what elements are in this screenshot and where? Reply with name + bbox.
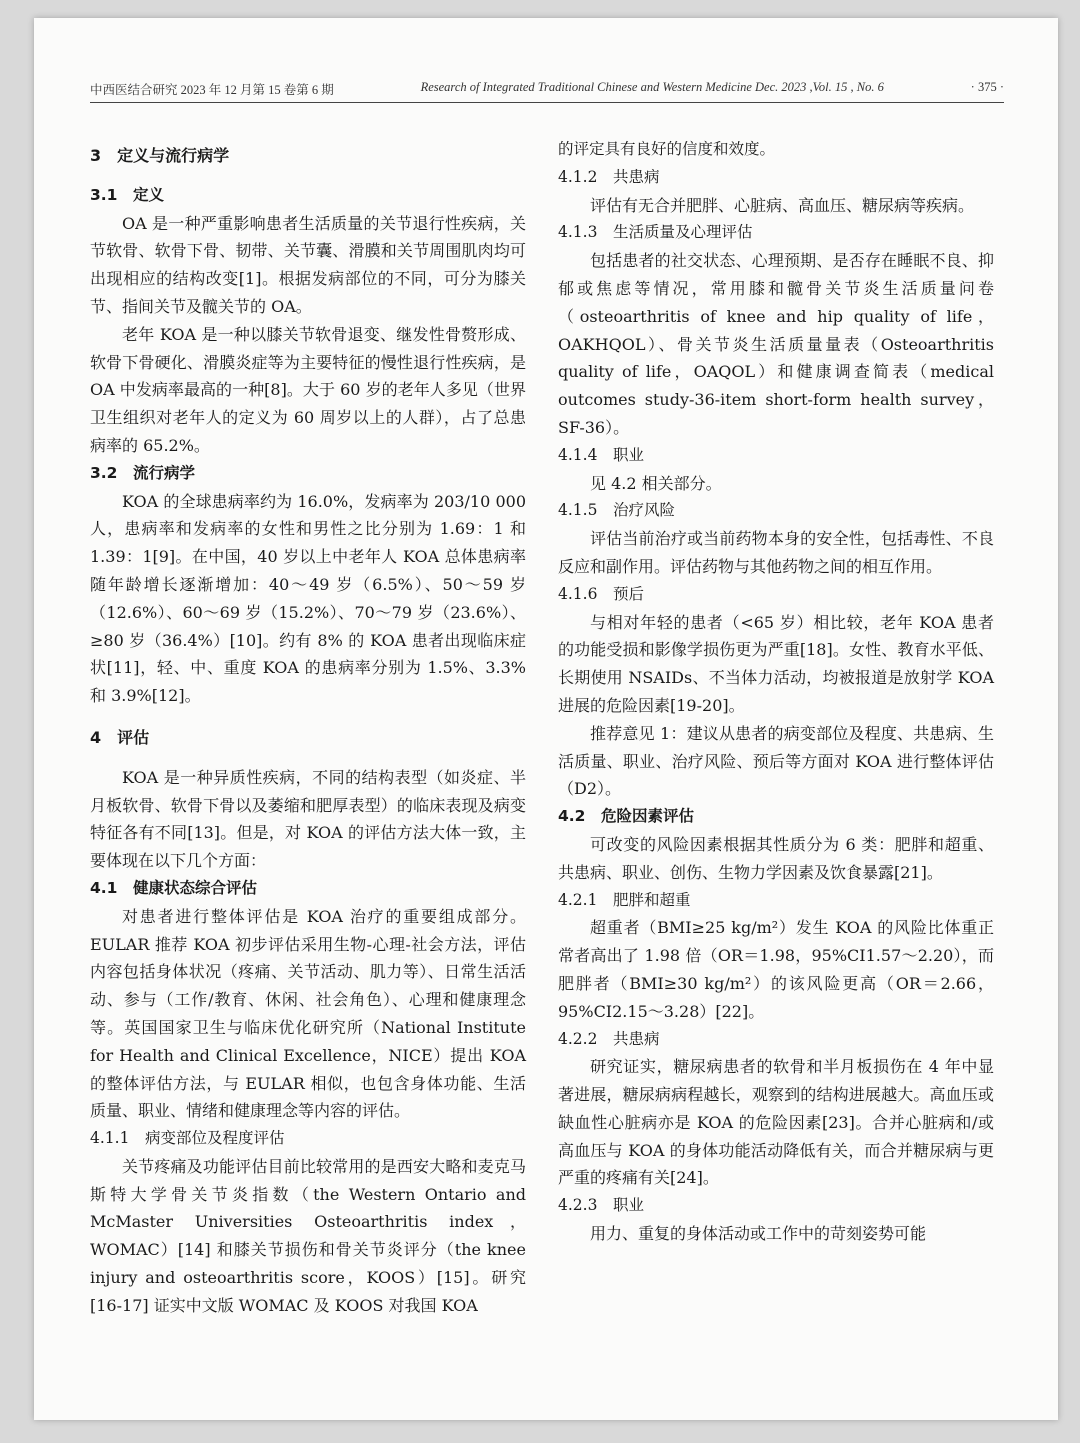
paragraph: 用力、重复的身体活动或工作中的苛刻姿势可能 bbox=[590, 1224, 927, 1244]
header-journal-en: Research of Integrated Traditional Chinese and Western Medicine Dec. 2023 ,Vol. 15 , No. 6 bbox=[420, 80, 884, 94]
paragraph: KOA 是一种异质性疾病，不同的结构表型（如炎症、半月板软骨、软骨下骨以及萎缩和肥厚表型）的临床表现及病变特征各有不同[13]。但是，对 KOA 的评估方法大体一致，主要体现在以下几个方面： bbox=[90, 767, 526, 871]
paragraph: 老年 KOA 是一种以膝关节软骨退变、继发性骨赘形成、软骨下骨硬化、滑膜炎症等为主要特征的慢性退行性疾病，是 OA 中发病率最高的一种[8]。大于 60 岁的老年人多见（世界卫生组织对老年人的定义为 60 周岁以上的人群），占了总患病率的 65.2%。 bbox=[90, 324, 526, 455]
section-4-1-5-heading: 4.1.5 治疗风险 bbox=[558, 501, 675, 520]
paragraph: 超重者（BMI≥25 kg/m²）发生 KOA 的风险比体重正常者高出了 1.98 倍（OR＝1.98，95%CI1.57～2.20），而肥胖者（BMI≥30 kg/m²）的该风险更高（OR＝2.66，95%CI2.15～3.28）[22]。 bbox=[558, 918, 994, 1021]
section-4-1-4-heading: 4.1.4 职业 bbox=[558, 445, 644, 464]
section-3-2-heading: 3.2 流行病学 bbox=[90, 463, 195, 482]
section-4-1-3-heading: 4.1.3 生活质量及心理评估 bbox=[558, 223, 753, 242]
paragraph: 对患者进行整体评估是 KOA 治疗的重要组成部分。EULAR 推荐 KOA 初步评估采用生物-心理-社会方法，评估内容包括身体状况（疼痛、关节活动、肌力等）、日常生活活动、参与（工作/教育、休闲、社会角色）、心理和健康理念等。英国国家卫生与临床优化研究所（National Institute for Health and Clinical Excellence，NICE）提出 KOA 的整体评估方法，与 EULAR 相似，也包含身体功能、生活质量、职业、情绪和健康理念等内容的评估。 bbox=[90, 906, 526, 1121]
section-4-1-heading: 4.1 健康状态综合评估 bbox=[90, 878, 257, 897]
right-column bbox=[558, 136, 994, 1248]
section-4-2-1-heading: 4.2.1 肥胖和超重 bbox=[558, 890, 691, 909]
paragraph: KOA 的全球患病率约为 16.0%，发病率为 203/10 000 人，患病率和发病率的女性和男性之比分别为 1.69：1 和 1.39：1[9]。在中国，40 岁以上中老年人 KOA 总体患病率随年龄增长逐渐增加：40～49 岁（6.5%）、50～59 岁（12.6%）、60～69 岁（15.2%）、70～79 岁（23.6%）、≥80 岁（36.4%）[10]。约有 8% 的 KOA 患者出现临床症状[11]，轻、中、重度 KOA 的患病率分别为 1.5%、3.3% 和 3.9%[12]。 bbox=[90, 491, 526, 706]
paragraph: 关节疼痛及功能评估目前比较常用的是西安大略和麦克马斯特大学骨关节炎指数（the Western Ontario and McMaster Universities Osteoarthritis index，WOMAC）[14] 和膝关节损伤和骨关节炎评分（the knee injury and osteoarthritis score，KOOS）[15]。研究[16-17] 证实中文版 WOMAC 及 KOOS 对我国 KOA bbox=[90, 1156, 526, 1315]
paragraph: 研究证实，糖尿病患者的软骨和半月板损伤在 4 年中显著进展，糖尿病病程越长，观察到的结构进展越大。高血压或缺血性心脏病亦是 KOA 的危险因素[23]。合并心脏病和/或高血压与 KOA 的身体功能活动降低有关，而合并糖尿病与更严重的疼痛有关[24]。 bbox=[558, 1057, 994, 1188]
journal-page bbox=[34, 18, 1058, 1420]
section-4-2-heading: 4.2 危险因素评估 bbox=[558, 807, 694, 826]
header-journal-cn: 中西医结合研究 2023 年 12 月第 15 卷第 6 期 bbox=[90, 83, 334, 97]
paragraph: 可改变的风险因素根据其性质分为 6 类：肥胖和超重、共患病、职业、创伤、生物力学因素及饮食暴露[21]。 bbox=[558, 834, 994, 882]
running-header bbox=[90, 80, 1004, 98]
header-page-number: · 375 · bbox=[970, 80, 1004, 94]
recommendation-paragraph: 推荐意见 1：建议从患者的病变部位及程度、共患病、生活质量、职业、治疗风险、预后等方面对 KOA 进行整体评估（D2）。 bbox=[558, 723, 994, 799]
paragraph: 见 4.2 相关部分。 bbox=[590, 473, 722, 493]
paragraph-continuation: 的评定具有良好的信度和效度。 bbox=[558, 140, 776, 158]
left-column bbox=[90, 142, 526, 1320]
section-4-heading: 4 评估 bbox=[90, 727, 150, 747]
paragraph: OA 是一种严重影响患者生活质量的关节退行性疾病，关节软骨、软骨下骨、韧带、关节囊、滑膜和关节周围肌肉均可出现相应的结构改变[1]。根据发病部位的不同，可分为膝关节、指间关节及髋关节的 OA。 bbox=[90, 213, 526, 316]
header-rule bbox=[90, 102, 1004, 103]
paragraph: 与相对年轻的患者（<65 岁）相比较，老年 KOA 患者的功能受损和影像学损伤更为严重[18]。女性、教育水平低、长期使用 NSAIDs、不当体力活动，均被报道是放射学 KOA 进展的危险因素[19-20]。 bbox=[558, 612, 994, 715]
section-4-1-6-heading: 4.1.6 预后 bbox=[558, 584, 644, 603]
section-3-1-heading: 3.1 定义 bbox=[90, 185, 164, 204]
section-4-2-3-heading: 4.2.3 职业 bbox=[558, 1196, 644, 1215]
paragraph: 评估有无合并肥胖、心脏病、高血压、糖尿病等疾病。 bbox=[590, 195, 975, 215]
section-4-1-2-heading: 4.1.2 共患病 bbox=[558, 167, 660, 186]
paragraph: 评估当前治疗或当前药物本身的安全性，包括毒性、不良反应和副作用。评估药物与其他药物之间的相互作用。 bbox=[558, 529, 994, 576]
section-3-heading: 3 定义与流行病学 bbox=[90, 146, 230, 165]
section-4-1-1-heading: 4.1.1 病变部位及程度评估 bbox=[90, 1129, 285, 1148]
section-4-2-2-heading: 4.2.2 共患病 bbox=[558, 1029, 660, 1048]
paragraph: 包括患者的社交状态、心理预期、是否存在睡眠不良、抑郁或焦虑等情况，常用膝和髋骨关节炎生活质量问卷（osteoarthritis of knee and hip quality of life，OAKHQOL）、骨关节炎生活质量量表（Osteoarthritis quality of life，OAQOL）和健康调查简表（medical outcomes study-36-item short-form health survey，SF-36）。 bbox=[558, 251, 994, 437]
